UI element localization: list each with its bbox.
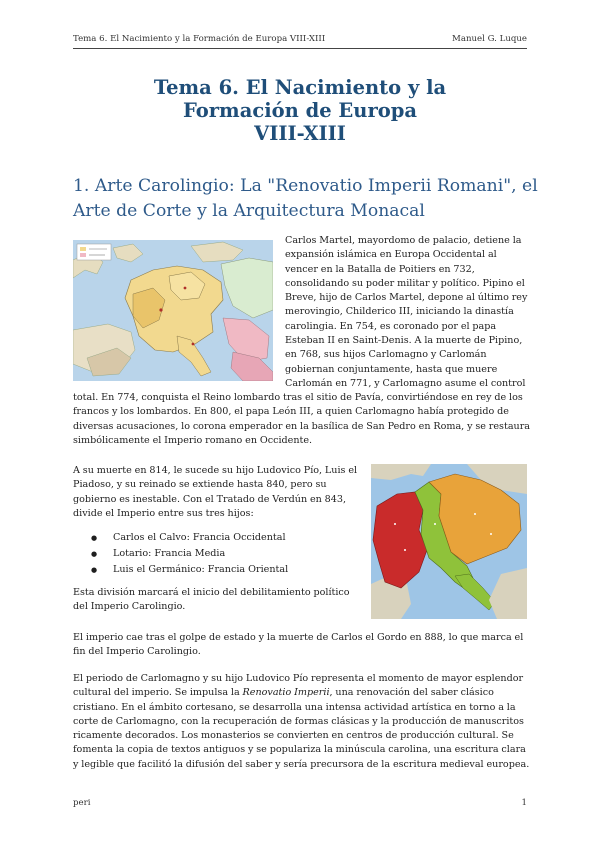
text-line: y legible que facilitó la difusión del saber y sería precursora de la escritura medieval europea.	[73, 758, 530, 770]
text-line: corte de Carlomagno, con la recuperación de formas clásicas y la producción de manuscritos	[73, 715, 524, 727]
page-header	[73, 34, 527, 49]
section-heading	[73, 174, 543, 224]
list-item: ● Carlos el Calvo: Francia Occidental	[91, 530, 361, 546]
text-line: diversas acusaciones, lo corona emperador en la basílica de San Pedro en Roma, y se restaura	[73, 420, 531, 432]
text-line: Esteban II en Saint-Denis. A la muerte de Pipino,	[285, 335, 523, 347]
text-line: en 768, sus hijos Carlomagno y Carlomán	[285, 349, 487, 361]
emphasis-text: Renovatio Imperii	[242, 687, 330, 699]
text-line: fomenta la copia de textos antiguos y se populariza la minúscula carolina, una escritura clara	[73, 744, 526, 756]
section-heading-line-2: Arte de Corte y la Arquitectura Monacal	[73, 201, 425, 221]
page-footer	[73, 798, 527, 808]
list-item: ● Luis el Germánico: Francia Oriental	[91, 562, 361, 578]
text-line: Esta división marcará el inicio del debilitamiento político	[73, 587, 350, 598]
document-title	[73, 76, 527, 145]
text-line: gobierno es inestable. Con el Tratado de Verdún en 843,	[73, 493, 347, 505]
section-heading-line-1: 1. Arte Carolingio: La "Renovatio Imperii Romani", el	[73, 176, 538, 196]
title-line-1: Tema 6. El Nacimiento y la	[153, 76, 447, 99]
text-line: vencer en la Batalla de Poitiers en 732,	[285, 263, 475, 275]
text-line: cristiano. En el ámbito cortesano, se desarrolla una intensa actividad artística en torno a la	[73, 701, 516, 713]
header-author: Manuel G. Luque	[452, 34, 527, 44]
paragraph-ludovico-pio	[73, 464, 363, 521]
text-line: francos y los lombardos. En 800, el papa León III, a quien Carlomagno había protegido de	[73, 406, 509, 418]
text-line: total. En 774, conquista el Reino lombardo tras el sitio de Pavía, convirtiéndose en rey de los	[73, 392, 523, 403]
text-line: fin del Imperio Carolingio.	[73, 646, 201, 658]
page-number: 1	[521, 798, 527, 808]
text-line: del Imperio Carolingio.	[73, 601, 186, 613]
text-line	[73, 686, 533, 700]
paragraph-carlos-martel	[285, 234, 530, 391]
text-line: ricamente decorados. Los monasterios se convierten en centros de producción cultural. Se	[73, 730, 514, 742]
paragraph-fall-of-empire	[73, 631, 533, 660]
header-title: Tema 6. El Nacimiento y la Formación de Europa VIII-XIII	[73, 34, 326, 44]
verdun-division-list	[91, 530, 361, 578]
text-span: cultural del imperio. Se impulsa la	[73, 687, 243, 699]
text-line: expansión islámica en Europa Occidental al	[285, 249, 497, 261]
text-line: gobiernan conjuntamente, hasta que muere	[285, 363, 498, 375]
text-line: A su muerte en 814, le sucede su hijo Ludovico Pío, Luis el	[73, 465, 358, 476]
paragraph-renovatio	[73, 672, 533, 772]
list-item: ● Lotario: Francia Media	[91, 546, 361, 562]
text-span: , una renovación del saber clásico	[329, 687, 494, 699]
text-line: carolingia. En 754, es coronado por el papa	[285, 320, 497, 332]
text-line: divide el Imperio entre sus tres hijos:	[73, 507, 254, 519]
footer-label: peri	[73, 798, 91, 808]
title-line-2: Formación de Europa	[183, 99, 417, 122]
carolingian-empire-map	[73, 240, 273, 381]
title-line-3: VIII-XIII	[254, 122, 346, 145]
paragraph-division	[73, 586, 363, 615]
text-line: El periodo de Carlomagno y su hijo Ludovico Pío representa el momento de mayor esplendor	[73, 673, 524, 684]
text-line: Piadoso, y su reinado se extiende hasta 840, pero su	[73, 479, 327, 491]
text-line: simbólicamente el Imperio romano en Occidente.	[73, 434, 313, 446]
paragraph-carlomagno	[73, 391, 533, 448]
text-line: Carlomán en 771, y Carlomagno asume el control	[285, 377, 526, 389]
text-line: merovingio, Childerico III, iniciando la dinastía	[285, 306, 514, 318]
text-line: El imperio cae tras el golpe de estado y la muerte de Carlos el Gordo en 888, lo que marca el	[73, 632, 524, 643]
text-line: consolidando su poder militar y político. Pipino el	[285, 277, 525, 289]
text-line: Carlos Martel, mayordomo de palacio, detiene la	[285, 235, 522, 246]
verdun-treaty-map	[371, 464, 527, 619]
text-line: Breve, hijo de Carlos Martel, depone al último rey	[285, 292, 528, 304]
